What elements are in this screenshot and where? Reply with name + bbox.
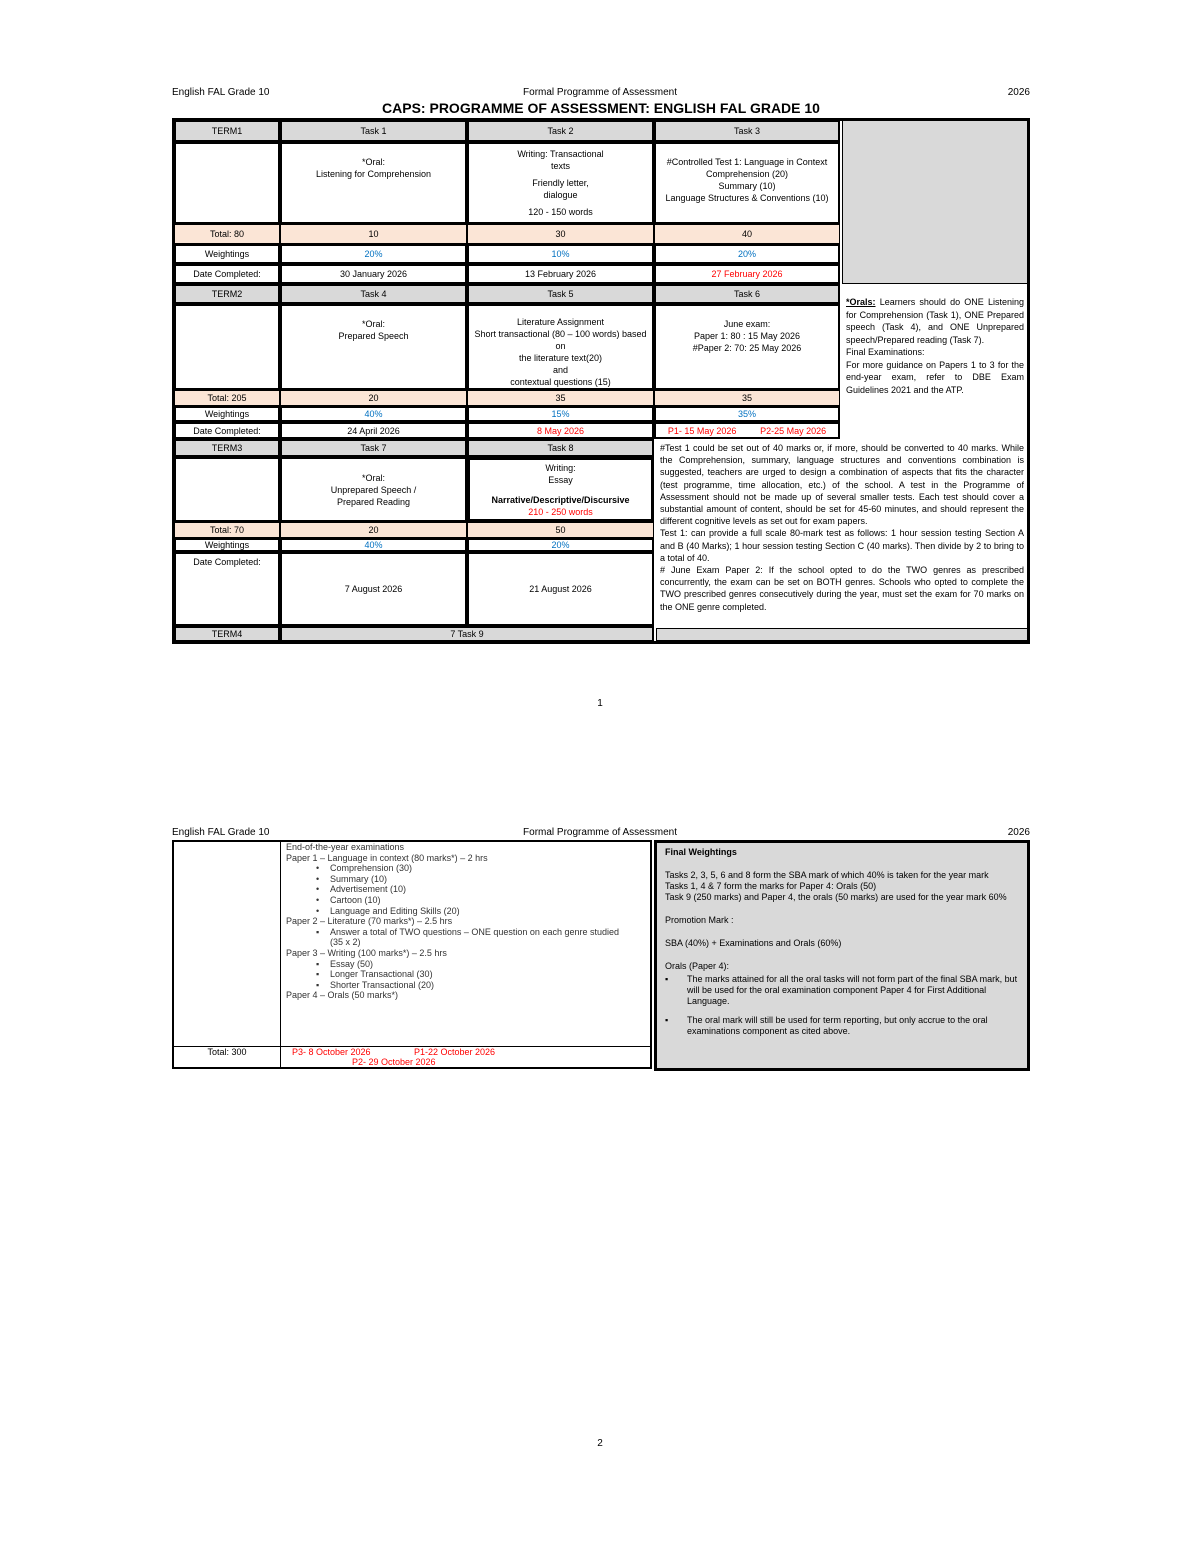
task4-total: 20	[280, 390, 467, 406]
task4-weight: 40%	[280, 406, 467, 422]
exam-details: End-of-the-year examinations Paper 1 – Language in context (80 marks*) – 2 hrs • Comprehension (30) • Summary (10) • Advertisement (10) • Cartoon (10) • Language and Editing Skills (20) Paper 2 – Literature (70 marks*) – 2.5 hrs ▪ Answer a total of TWO questions – ONE question on each genre studied (35 x 2) Paper 3 – Writing (100 marks*) – 2.5 hrs ▪ Essay (50) ▪ Longer Transactional (30) ▪ Shorter Transactional (20) Paper 4 – Orals (50 marks*)	[286, 842, 650, 1001]
page2-header-left: English FAL Grade 10	[172, 827, 270, 838]
exam-total-label: Total: 300	[207, 1047, 247, 1057]
task2-description: Writing: Transactional texts Friendly letter, dialogue 120 - 150 words	[467, 142, 654, 224]
task2-total: 30	[467, 224, 654, 244]
page2-header-right: 2026	[1007, 827, 1030, 838]
term2-weight-label: Weightings	[174, 406, 280, 422]
task3-description: #Controlled Test 1: Language in Context Comprehension (20) Summary (10) Language Structures & Conventions (10)	[654, 142, 840, 224]
task7-weight: 40%	[280, 538, 467, 552]
term1-date-label: Date Completed:	[174, 264, 280, 284]
final-weightings-box: Final Weightings Tasks 2, 3, 5, 6 and 8 form the SBA mark of which 40% is taken for the year mark Tasks 1, 4 & 7 form the marks for Paper 4: Orals (50) Task 9 (250 marks) and Paper 4, the orals (50 marks) are used for the year mark 60% Promotion Mark : SBA (40%) + Examinations and Orals (60%) Orals (Paper 4): ▪ The marks attained for all the oral tasks will not form part of the final SBA mark, but will be used for the oral examination component Paper 4 for First Additional Language. ▪ The oral mark will still be used for term reporting, but only accrue to the oral examinations component as cited above.	[654, 840, 1030, 1071]
task7-description: *Oral: Unprepared Speech / Prepared Reading	[280, 457, 467, 522]
task2-weight: 10%	[467, 244, 654, 264]
term3-total-label: Total: 70	[174, 522, 280, 538]
task5-weight: 15%	[467, 406, 654, 422]
task3-header: Task 3	[654, 120, 840, 142]
side-blank-block	[842, 120, 1028, 284]
exam-table-divider	[280, 840, 281, 1069]
task8-header: Task 8	[467, 439, 654, 457]
task8-description: Writing: Essay Narrative/Descriptive/Discursive 210 - 250 words	[467, 457, 654, 522]
task2-header: Task 2	[467, 120, 654, 142]
task8-total: 50	[467, 522, 654, 538]
task7-header: Task 7	[280, 439, 467, 457]
header-right: 2026	[1007, 87, 1030, 98]
task6-total: 35	[654, 390, 840, 406]
term2-blank	[174, 304, 280, 390]
term1-blank	[174, 142, 280, 224]
task3-total: 40	[654, 224, 840, 244]
header-center: Formal Programme of Assessment	[523, 87, 677, 98]
task4-date: 24 April 2026	[280, 422, 467, 439]
term2-label: TERM2	[174, 284, 280, 304]
page-number-2: 2	[597, 1438, 603, 1449]
term4-side-blank	[656, 628, 1028, 641]
term3-weight-label: Weightings	[174, 538, 280, 552]
task5-description: Literature Assignment Short transactional (80 – 100 words) based on the literature text(20) and contextual questions (15)	[467, 304, 654, 390]
exam-date-p1: P1-22 October 2026	[414, 1047, 496, 1057]
task6-weight: 35%	[654, 406, 840, 422]
term3-label: TERM3	[174, 439, 280, 457]
task8-date: 21 August 2026	[467, 552, 654, 626]
task6-date: P1- 15 May 2026 P2-25 May 2026	[654, 422, 840, 439]
task6-header: Task 6	[654, 284, 840, 304]
task5-total: 35	[467, 390, 654, 406]
page-title: CAPS: PROGRAMME OF ASSESSMENT: ENGLISH FAL GRADE 10	[382, 100, 820, 116]
term1-label: TERM1	[174, 120, 280, 142]
exam-date-p2: P2- 29 October 2026	[352, 1057, 436, 1067]
term1-total-label: Total: 80	[174, 224, 280, 244]
task1-description: *Oral: Listening for Comprehension	[280, 142, 467, 224]
task2-date: 13 February 2026	[467, 264, 654, 284]
header-left: English FAL Grade 10	[172, 87, 270, 98]
task5-date: 8 May 2026	[467, 422, 654, 439]
orals-note: *Orals: Learners should do ONE Listening for Comprehension (Task 1), ONE Prepared speech (Task 4), and ONE Unprepared speech/Prepared reading (Task 7). Final Examinations: For more guidance on Papers 1 to 3 for the end-year exam, refer to DBE Exam Guidelines 2021 and the ATP.	[846, 297, 1024, 395]
exam-date-p3: P3- 8 October 2026	[292, 1047, 371, 1057]
term3-date-label: Date Completed:	[174, 552, 280, 626]
term2-total-label: Total: 205	[174, 390, 280, 406]
task1-header: Task 1	[280, 120, 467, 142]
term1-weight-label: Weightings	[174, 244, 280, 264]
task1-weight: 20%	[280, 244, 467, 264]
task9-header: 7 Task 9	[280, 626, 654, 642]
task7-date: 7 August 2026	[280, 552, 467, 626]
task3-date: 27 February 2026	[654, 264, 840, 284]
term2-date-label: Date Completed:	[174, 422, 280, 439]
page2-header-center: Formal Programme of Assessment	[523, 827, 677, 838]
test-note: #Test 1 could be set out of 40 marks or, if more, should be converted to 40 marks. While the Comprehension, summary, language structures and conventions combination is suggested, teachers are urged to design a combination of aspects that fits the character (test programme, time allocation, etc.) of the school. A test in the Programme of Assessment should not be made up of several smaller tests. Each test should cover a substantial amount of content, should be set for 45-60 minutes, and should represent the different cognitive levels as set out for exam papers. Test 1: can provide a full scale 80-mark test as follows: 1 hour session testing Section A and B (40 Marks); 1 hour session testing Section C (40 marks). Then divide by 2 to bring to a total of 40. # June Exam Paper 2: If the school opted to do the TWO genres as prescribed concurrently, the exam can be set on BOTH genres. Schools who opted to complete the TWO prescribed genres consecutively during the year, must set the exam for 70 marks on the ONE genre completed.	[660, 443, 1024, 612]
page-number-1: 1	[597, 698, 603, 709]
task5-header: Task 5	[467, 284, 654, 304]
term3-blank	[174, 457, 280, 522]
task4-header: Task 4	[280, 284, 467, 304]
task7-total: 20	[280, 522, 467, 538]
task3-weight: 20%	[654, 244, 840, 264]
task1-date: 30 January 2026	[280, 264, 467, 284]
task4-description: *Oral: Prepared Speech	[280, 304, 467, 390]
task1-total: 10	[280, 224, 467, 244]
term4-label: TERM4	[174, 626, 280, 642]
task8-weight: 20%	[467, 538, 654, 552]
task6-description: June exam: Paper 1: 80 : 15 May 2026 #Paper 2: 70: 25 May 2026	[654, 304, 840, 390]
